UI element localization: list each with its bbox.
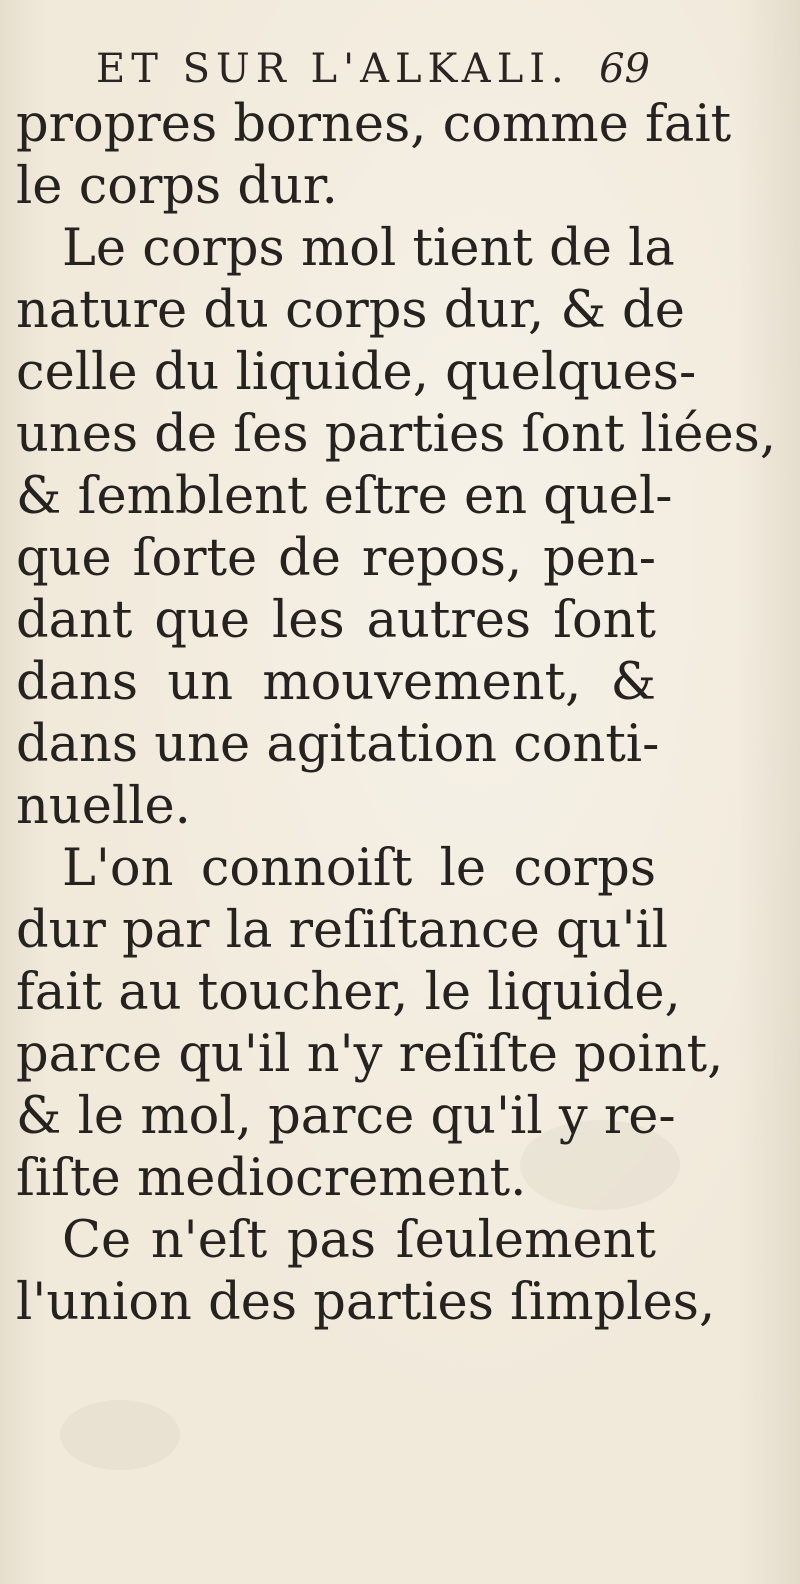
- paper-stain: [60, 1400, 180, 1470]
- text-line: fait au toucher, le liquide,: [16, 963, 681, 1022]
- text-line: Ce n'eſt pas ſeulement: [62, 1211, 656, 1270]
- text-line: Le corps mol tient de la: [62, 219, 675, 278]
- text-line: parce qu'il n'y reſiſte point,: [16, 1025, 724, 1084]
- text-line: propres bornes, comme fait: [16, 95, 732, 154]
- page-header: [0, 40, 800, 100]
- text-line: & le mol, parce qu'il y re-: [16, 1087, 676, 1146]
- text-line: nature du corps dur, & de: [16, 281, 685, 340]
- running-title: ET SUR L'ALKALI.: [96, 46, 570, 92]
- text-line: ſiſte mediocrement.: [16, 1149, 527, 1208]
- text-line: unes de ſes parties ſont liées,: [16, 405, 777, 464]
- body-text: [16, 94, 777, 1334]
- text-line: celle du liquide, quelques-: [16, 343, 697, 402]
- text-line: L'on connoiſt le corps: [62, 839, 656, 898]
- page-number: 69: [599, 46, 650, 92]
- text-line: que ſorte de repos, pen-: [16, 529, 656, 588]
- text-line: dans un mouvement, &: [16, 653, 656, 712]
- text-line: nuelle.: [16, 777, 191, 836]
- text-line: l'union des parties ſimples,: [16, 1273, 716, 1332]
- text-line: & ſemblent eſtre en quel-: [16, 467, 673, 526]
- text-line: le corps dur.: [16, 157, 338, 216]
- text-line: dant que les autres ſont: [16, 591, 656, 650]
- text-line: dur par la reſiſtance qu'il: [16, 901, 669, 960]
- text-line: dans une agitation conti-: [16, 715, 660, 774]
